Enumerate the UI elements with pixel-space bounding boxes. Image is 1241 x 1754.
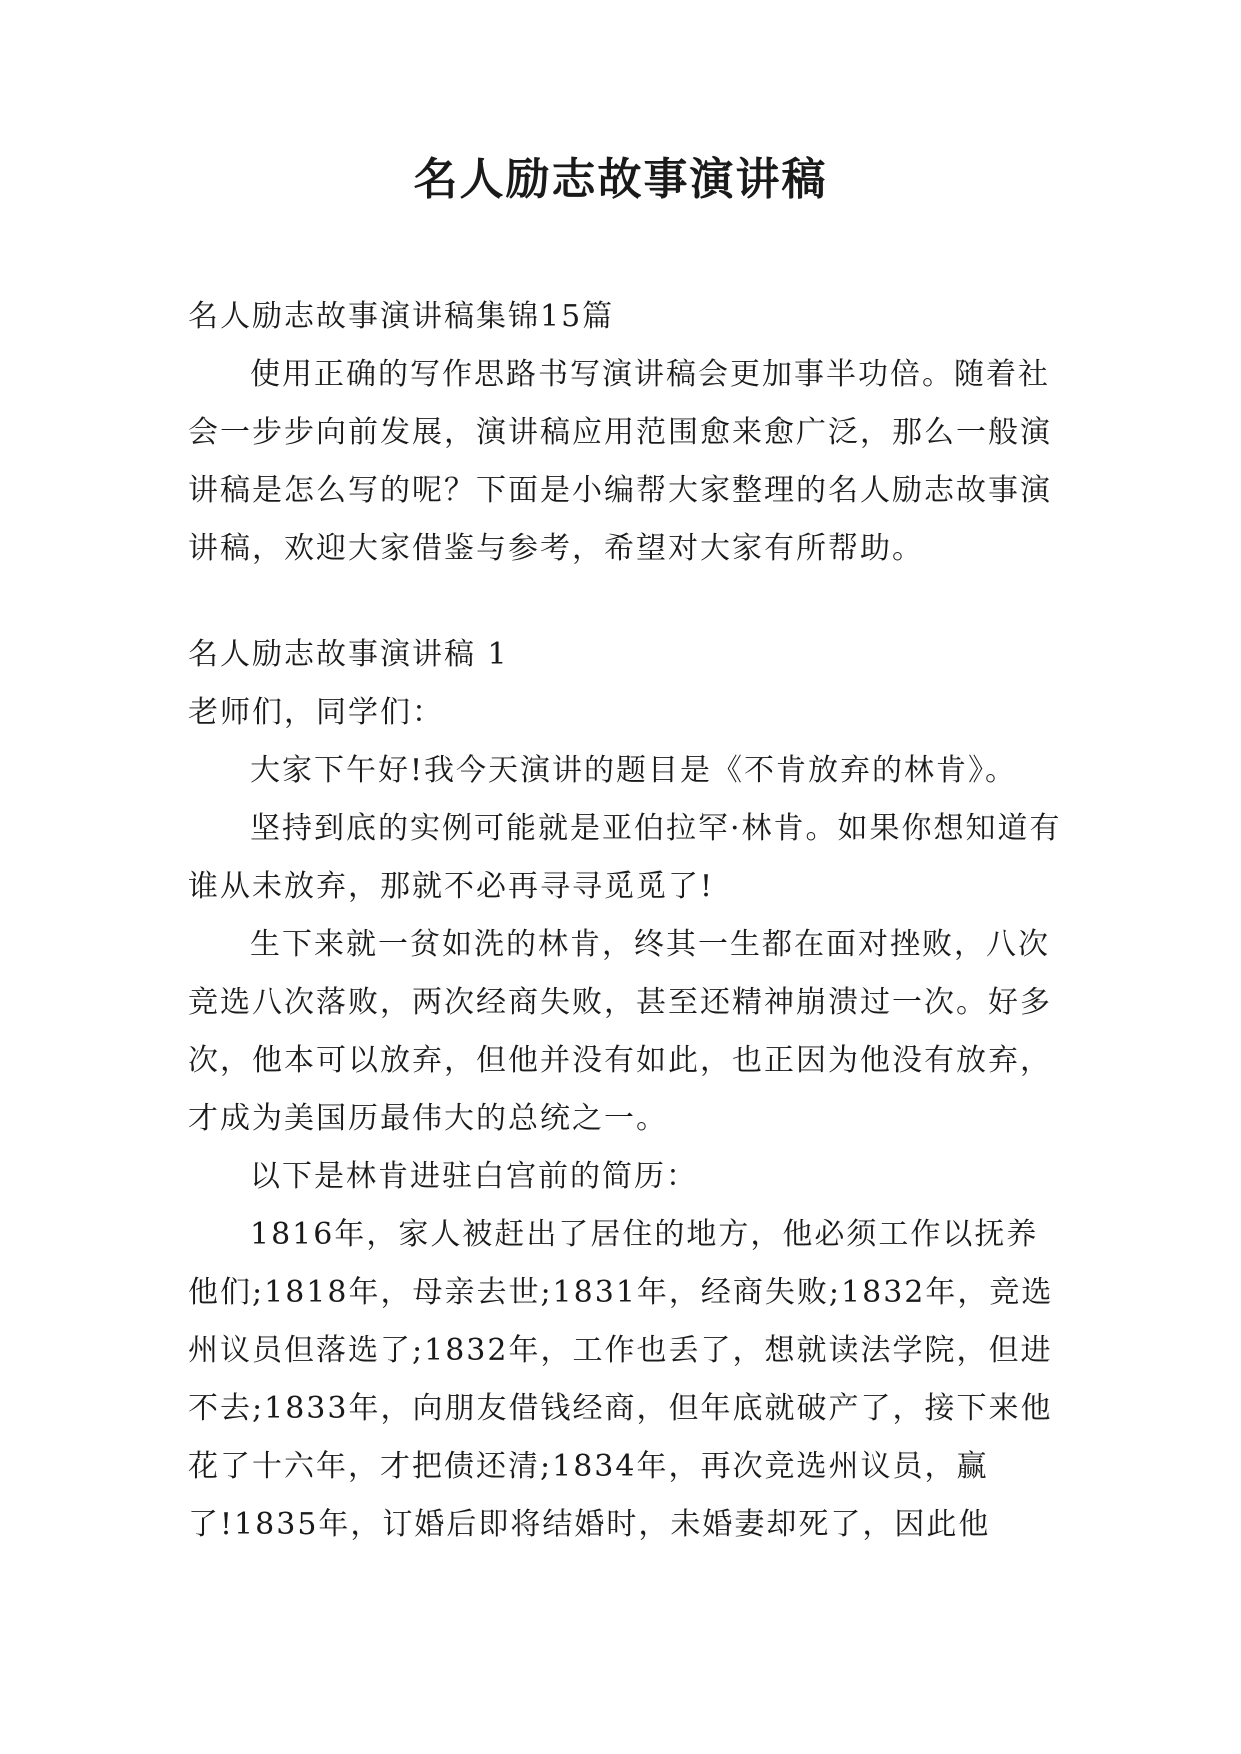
intro-paragraph: 使用正确的写作思路书写演讲稿会更加事半功倍。随着社会一步步向前发展，演讲稿应用范围愈来愈广泛，那么一般演讲稿是怎么写的呢？下面是小编帮大家整理的名人励志故事演讲稿，欢迎大家借鉴与参考，希望对大家有所帮助。 — [188, 357, 1052, 566]
section-spacer — [188, 578, 1068, 626]
greeting: 老师们，同学们： — [188, 695, 444, 730]
body-paragraph: 大家下午好!我今天演讲的题目是《不肯放弃的林肯》。 — [250, 753, 1018, 788]
body-paragraph: 1816年，家人被赶出了居住的地方，他必须工作以抚养他们;1818年，母亲去世;1831年，经商失败;1832年，竞选州议员但落选了;1832年，工作也丢了，想就读法学院，但进不去;1833年，向朋友借钱经商，但年底就破产了，接下来他花了十六年，才把债还清;1834年，再次竞选州议员，赢了!1835年，订婚后即将结婚时，未婚妻却死了，因此他 — [188, 1217, 1054, 1542]
document-body — [188, 288, 1068, 1554]
body-paragraph: 坚持到底的实例可能就是亚伯拉罕·林肯。如果你想知道有谁从未放弃，那就不必再寻寻觅觅了! — [188, 811, 1062, 904]
section-heading: 名人励志故事演讲稿 1 — [188, 637, 509, 672]
body-paragraph: 以下是林肯进驻白宫前的简历： — [250, 1159, 698, 1194]
body-paragraph: 生下来就一贫如洗的林肯，终其一生都在面对挫败，八次竞选八次落败，两次经商失败，甚至还精神崩溃过一次。好多次，他本可以放弃，但他并没有如此，也正因为他没有放弃，才成为美国历最伟大的总统之一。 — [188, 927, 1052, 1136]
subtitle: 名人励志故事演讲稿集锦15篇 — [188, 299, 615, 334]
document-title: 名人励志故事演讲稿 — [413, 154, 828, 205]
